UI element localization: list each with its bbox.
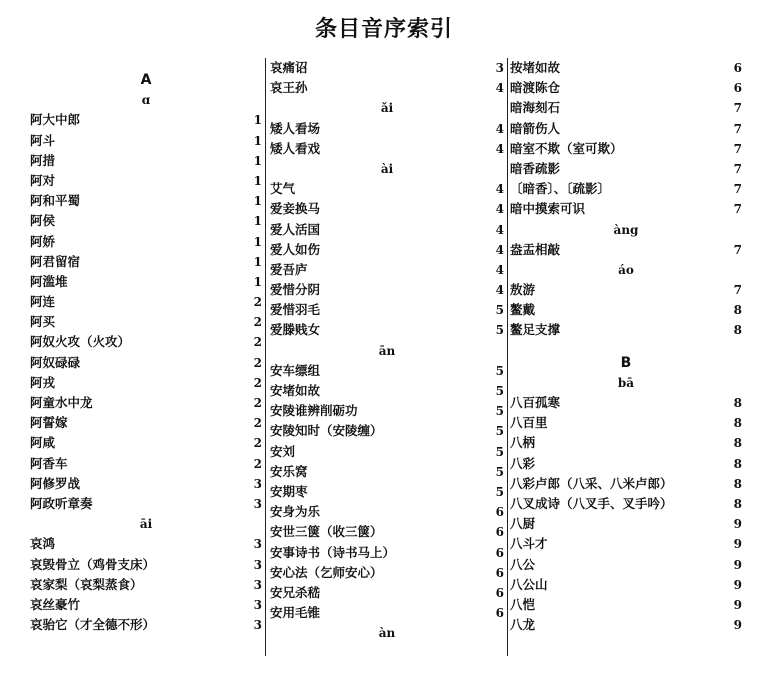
entry-page-number: 3 [253, 577, 262, 592]
entry-term: 八柄 [510, 435, 536, 451]
index-entry [510, 280, 742, 300]
index-entry [270, 361, 504, 381]
entry-page-number: 4 [495, 182, 504, 197]
entry-term: 盎盂相敲 [510, 241, 561, 257]
entry-term: 安世三箧（收三箧） [270, 524, 383, 540]
index-entry [30, 151, 262, 171]
index-entry [30, 595, 262, 615]
entry-page-number: 6 [495, 525, 504, 540]
entry-page-number: 6 [495, 606, 504, 621]
index-column-1 [30, 58, 262, 635]
entry-page-number: 7 [733, 161, 742, 176]
column-divider [507, 58, 508, 656]
entry-term: 暗箭伤人 [510, 120, 561, 136]
index-entry [510, 615, 742, 635]
index-entry [270, 543, 504, 563]
entry-page-number: 6 [495, 505, 504, 520]
entry-term: 阿娇 [30, 233, 56, 249]
index-entry [510, 454, 742, 474]
entry-term: 哀痛诏 [270, 60, 308, 75]
entry-term: 矮人看戏 [270, 140, 321, 156]
entry-page-number: 8 [733, 456, 742, 471]
index-entry [270, 119, 504, 139]
pinyin-subheading: ān [378, 343, 396, 358]
entry-page-number: 4 [495, 121, 504, 136]
pinyin-subheading: àng [613, 222, 639, 237]
entry-term: 爱吾庐 [270, 261, 308, 277]
entry-page-number: 9 [733, 557, 742, 572]
index-entry [270, 78, 504, 98]
index-entry [30, 353, 262, 373]
entry-term: 鳌足支撑 [510, 322, 561, 338]
index-entry [30, 312, 262, 332]
entry-page-number: 3 [253, 476, 262, 491]
entry-page-number: 4 [495, 141, 504, 156]
entry-page-number: 3 [253, 618, 262, 633]
index-entry [30, 433, 262, 453]
entry-page-number: 5 [495, 444, 504, 459]
index-entry [270, 320, 504, 340]
index-entry [30, 252, 262, 272]
index-entry [510, 199, 742, 219]
index-entry [270, 401, 504, 421]
entry-page-number: 9 [733, 577, 742, 592]
entry-page-number: 1 [253, 194, 262, 209]
entry-term: 八厨 [510, 516, 536, 532]
entry-term: 阿措 [30, 152, 56, 168]
entry-term: 八彩卢郎（八采、八米卢郎） [510, 475, 673, 491]
entry-term: 矮人看场 [270, 120, 321, 136]
pinyin-subheading: ɑ [141, 93, 151, 108]
index-entry [270, 139, 504, 159]
entry-term: 八彩 [510, 455, 536, 471]
index-entry [510, 300, 742, 320]
index-entry [30, 292, 262, 312]
entry-page-number: 6 [733, 61, 742, 75]
entry-term: 哀家梨（哀梨蒸食） [30, 576, 143, 592]
entry-page-number: 8 [733, 496, 742, 511]
entry-page-number: 1 [253, 234, 262, 249]
entry-term: 按堵如故 [510, 60, 561, 75]
entry-term: 哀鸿 [30, 536, 56, 552]
entry-page-number: 2 [253, 416, 262, 431]
entry-term: 爱人如伤 [270, 241, 321, 257]
index-entry [510, 575, 742, 595]
entry-page-number: 5 [495, 323, 504, 338]
entry-term: 阿买 [30, 314, 56, 330]
entry-page-number: 8 [733, 436, 742, 451]
entry-page-number: 2 [253, 375, 262, 390]
entry-page-number: 7 [733, 283, 742, 298]
index-entry [30, 232, 262, 252]
entry-term: 阿政听章奏 [30, 495, 93, 511]
entry-term: 爱人活国 [270, 221, 321, 237]
entry-page-number: 9 [733, 618, 742, 633]
entry-term: 阿誓嫁 [30, 415, 68, 431]
entry-page-number: 8 [733, 303, 742, 318]
entry-term: 八叉成诗（八叉手、叉手吟） [510, 495, 673, 511]
index-entry [270, 502, 504, 522]
section-spacer [510, 341, 742, 353]
section-spacer [30, 58, 262, 70]
index-entry [510, 474, 742, 494]
index-entry [510, 534, 742, 554]
index-entry [270, 280, 504, 300]
entry-term: 爱妾换马 [270, 201, 321, 217]
entry-term: 安期枣 [270, 483, 308, 499]
index-entry [510, 58, 742, 78]
index-entry [30, 110, 262, 130]
entry-page-number: 8 [733, 476, 742, 491]
entry-page-number: 3 [253, 557, 262, 572]
entry-page-number: 1 [253, 133, 262, 148]
entry-term: 安陵谁辨削砺功 [270, 403, 358, 419]
entry-page-number: 5 [495, 303, 504, 318]
entry-page-number: 2 [253, 396, 262, 410]
entry-term: 阿大中郎 [30, 112, 81, 128]
pinyin-subheading: ài [380, 161, 394, 176]
index-entry [30, 332, 262, 352]
index-entry [30, 373, 262, 393]
index-column-3 [510, 58, 742, 635]
index-entry [270, 522, 504, 542]
entry-term: 哀丝豪竹 [30, 596, 81, 612]
index-entry [270, 381, 504, 401]
entry-page-number: 5 [495, 384, 504, 398]
entry-term: 阿和平蜀 [30, 193, 81, 209]
index-entry [30, 454, 262, 474]
entry-page-number: 4 [495, 283, 504, 298]
index-entry [30, 413, 262, 433]
entry-page-number: 4 [495, 81, 504, 96]
entry-term: 阿侯 [30, 213, 56, 229]
entry-term: 八百孤寒 [510, 395, 561, 410]
entry-page-number: 2 [253, 436, 262, 451]
entry-term: 八龙 [510, 617, 536, 633]
entry-term: 哀王孙 [270, 80, 308, 96]
entry-page-number: 2 [253, 456, 262, 471]
section-letter-heading: B [620, 354, 632, 371]
index-entry [510, 240, 742, 260]
entry-page-number: 6 [495, 565, 504, 580]
entry-page-number: 3 [253, 597, 262, 612]
index-entry [270, 240, 504, 260]
entry-page-number: 2 [253, 355, 262, 370]
entry-page-number: 7 [733, 101, 742, 116]
entry-term: 阿连 [30, 294, 56, 310]
entry-page-number: 6 [495, 545, 504, 560]
entry-term: 艾气 [270, 181, 296, 197]
index-entry [510, 159, 742, 179]
index-entry [510, 393, 742, 413]
entry-term: 暗渡陈仓 [510, 80, 561, 96]
index-entry [510, 139, 742, 159]
column-divider [265, 58, 266, 656]
entry-term: 哀毁骨立（鸡骨支床） [30, 556, 156, 572]
entry-term: 爱惜羽毛 [270, 302, 321, 318]
index-entry [30, 272, 262, 292]
index-entry [510, 78, 742, 98]
index-entry [30, 575, 262, 595]
entry-page-number: 7 [733, 242, 742, 257]
pinyin-subheading: bā [617, 375, 635, 390]
entry-term: 暗中摸索可识 [510, 201, 586, 217]
entry-page-number: 3 [253, 537, 262, 552]
index-entry [510, 320, 742, 340]
entry-term: 暗香疏影 [510, 160, 561, 176]
entry-page-number: 4 [495, 202, 504, 217]
entry-page-number: 8 [733, 416, 742, 431]
index-entry [30, 534, 262, 554]
entry-page-number: 4 [495, 242, 504, 257]
index-entry [270, 421, 504, 441]
index-column-2 [270, 58, 504, 643]
entry-page-number: 2 [253, 315, 262, 330]
index-entry [270, 260, 504, 280]
entry-page-number: 5 [495, 404, 504, 419]
index-entry [510, 555, 742, 575]
entry-page-number: 1 [253, 153, 262, 168]
index-entry [270, 300, 504, 320]
index-entry [510, 595, 742, 615]
entry-page-number: 1 [253, 173, 262, 188]
entry-term: 安事诗书（诗书马上） [270, 544, 396, 560]
pinyin-subheading: āi [139, 517, 153, 532]
entry-term: 阿香车 [30, 455, 68, 471]
index-entry [270, 563, 504, 583]
entry-term: 爱惜分阴 [270, 282, 321, 298]
entry-term: 八斗才 [510, 536, 548, 552]
entry-term: 鳌戴 [510, 302, 536, 318]
entry-term: 安乐窝 [270, 463, 308, 479]
entry-term: 哀骀它（才全德不形） [30, 617, 156, 633]
entry-term: 阿戎 [30, 374, 56, 390]
index-entry [30, 211, 262, 231]
entry-term: 阿童水中龙 [30, 395, 93, 410]
entry-page-number: 1 [253, 113, 262, 128]
entry-term: 〔暗香〕、〔疏影〕 [510, 181, 611, 197]
entry-term: 安陵知时（安陵缠） [270, 423, 383, 439]
index-entry [270, 179, 504, 199]
index-entry [30, 474, 262, 494]
entry-term: 暗室不欺（室可欺） [510, 140, 623, 156]
entry-term: 八恺 [510, 596, 536, 612]
index-entry [30, 615, 262, 635]
entry-term: 安堵如故 [270, 383, 321, 398]
index-entry [510, 433, 742, 453]
page-title: 条目音序索引 [314, 17, 453, 42]
entry-term: 敖游 [510, 282, 536, 298]
entry-term: 阿斗 [30, 132, 56, 148]
entry-page-number: 5 [495, 363, 504, 378]
index-entry [510, 98, 742, 118]
section-letter-heading: A [140, 72, 152, 88]
index-entry [30, 131, 262, 151]
entry-term: 阿奴碌碌 [30, 354, 81, 370]
index-entry [30, 555, 262, 575]
entry-page-number: 6 [495, 585, 504, 600]
entry-term: 阿君留宿 [30, 253, 81, 269]
entry-page-number: 2 [253, 335, 262, 350]
index-entry [270, 603, 504, 623]
entry-page-number: 8 [733, 396, 742, 410]
pinyin-subheading: ǎi [380, 101, 394, 116]
entry-term: 安兄杀嵇 [270, 584, 321, 600]
entry-page-number: 7 [733, 141, 742, 156]
index-entry [30, 171, 262, 191]
entry-term: 阿对 [30, 172, 56, 188]
entry-term: 爱滕贱女 [270, 322, 321, 338]
entry-term: 阿修罗战 [30, 475, 81, 491]
index-entry [510, 494, 742, 514]
entry-page-number: 9 [733, 537, 742, 552]
index-entry [270, 482, 504, 502]
index-entry [510, 119, 742, 139]
entry-page-number: 3 [253, 496, 262, 511]
entry-term: 阿奴火攻（火攻） [30, 334, 131, 350]
pinyin-subheading: áo [618, 262, 634, 277]
entry-page-number: 9 [733, 597, 742, 612]
index-entry [510, 413, 742, 433]
entry-page-number: 1 [253, 214, 262, 229]
entry-term: 安刘 [270, 443, 296, 459]
index-entry [270, 442, 504, 462]
entry-term: 安车缥组 [270, 362, 321, 378]
entry-term: 暗海刻石 [510, 100, 561, 116]
entry-page-number: 8 [733, 323, 742, 338]
entry-page-number: 1 [253, 254, 262, 269]
entry-term: 安心法（乞师安心） [270, 564, 383, 580]
entry-page-number: 2 [253, 295, 262, 310]
entry-page-number: 3 [495, 61, 504, 75]
pinyin-subheading: àn [378, 626, 396, 641]
entry-page-number: 9 [733, 517, 742, 532]
index-entry [30, 191, 262, 211]
entry-term: 八公 [510, 556, 536, 572]
entry-page-number: 7 [733, 121, 742, 136]
entry-page-number: 6 [733, 81, 742, 96]
entry-page-number: 5 [495, 464, 504, 479]
index-entry [270, 58, 504, 78]
entry-page-number: 7 [733, 202, 742, 217]
index-entry [270, 220, 504, 240]
entry-page-number: 5 [495, 424, 504, 439]
index-entry [270, 199, 504, 219]
entry-term: 阿咸 [30, 435, 56, 451]
entry-term: 安用毛锥 [270, 605, 321, 621]
index-entry [510, 179, 742, 199]
entry-term: 八百里 [510, 415, 548, 431]
entry-term: 八公山 [510, 576, 548, 592]
index-entry [30, 393, 262, 413]
entry-page-number: 5 [495, 484, 504, 499]
index-entry [510, 514, 742, 534]
index-entry [30, 494, 262, 514]
entry-page-number: 1 [253, 274, 262, 289]
index-entry [270, 462, 504, 482]
entry-term: 安身为乐 [270, 504, 321, 520]
entry-page-number: 4 [495, 262, 504, 277]
entry-page-number: 4 [495, 222, 504, 237]
index-entry [270, 583, 504, 603]
entry-page-number: 7 [733, 182, 742, 197]
entry-term: 阿滥堆 [30, 273, 68, 289]
